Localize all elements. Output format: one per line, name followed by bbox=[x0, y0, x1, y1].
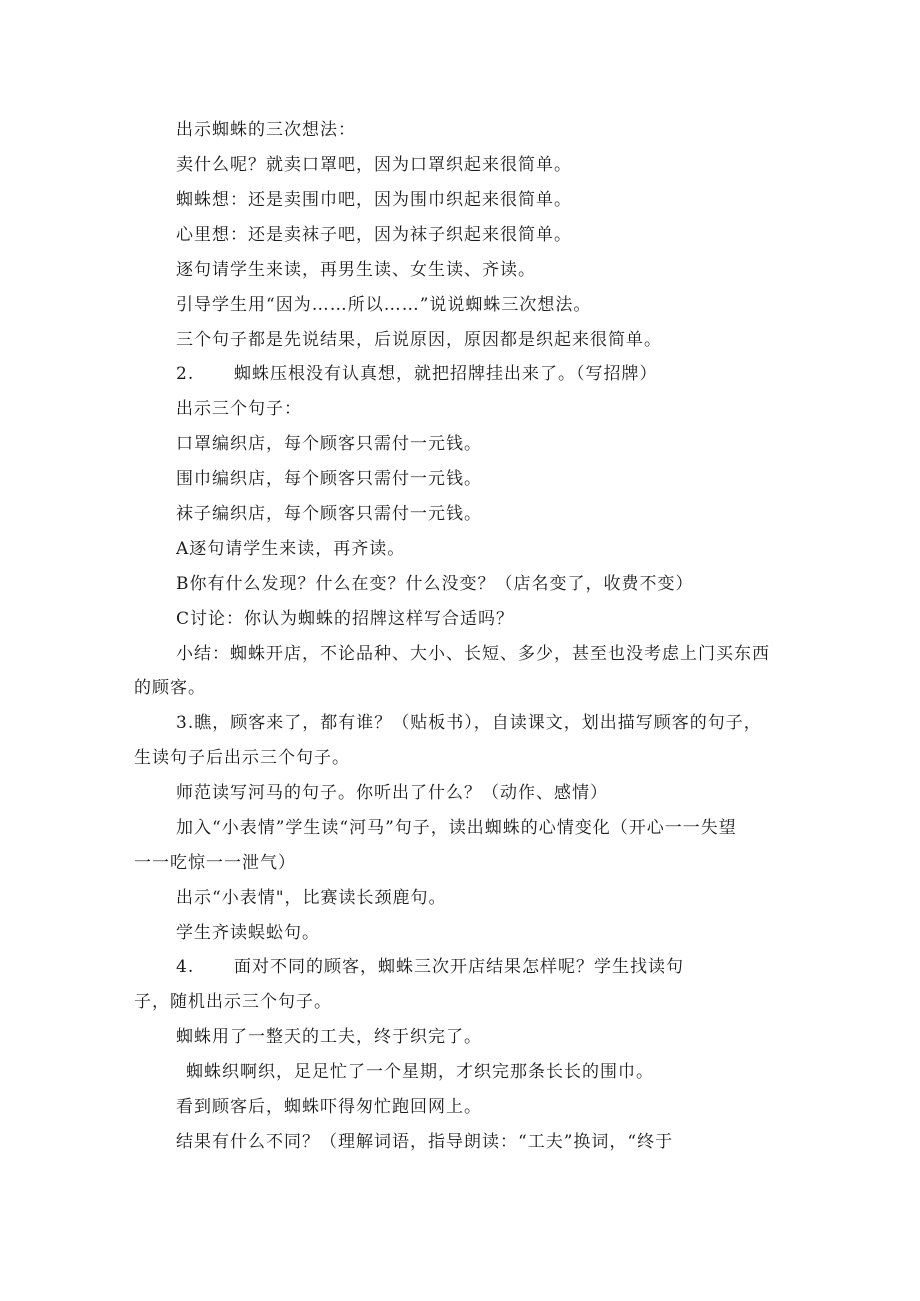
text-line: 出示“小表情"，比赛读长颈鹿句。 bbox=[176, 888, 447, 908]
item-number: 2. bbox=[176, 364, 195, 384]
numbered-item bbox=[176, 363, 658, 385]
numbered-item bbox=[176, 956, 684, 978]
text-line: 小结：蜘蛛开店，不论品种、大小、长短、多少，甚至也没考虑上门买东西 bbox=[176, 644, 770, 664]
item-number: 4. bbox=[176, 957, 195, 977]
text-line: 学生齐读蜈蚣句。 bbox=[176, 923, 320, 943]
text-line: 蜘蛛想：还是卖围巾吧，因为围巾织起来很简单。 bbox=[176, 190, 572, 210]
item-text: 蜘蛛压根没有认真想，就把招牌挂出来了。（写招牌） bbox=[234, 364, 658, 384]
text-line: 三个句子都是先说结果，后说原因，原因都是织起来很简单。 bbox=[176, 330, 662, 350]
text-line: 出示蜘蛛的三次想法： bbox=[176, 120, 356, 140]
text-line: 围巾编织店，每个顾客只需付一元钱。 bbox=[176, 469, 482, 489]
text-line: 卖什么呢？就卖口罩吧，因为口罩织起来很简单。 bbox=[176, 155, 572, 175]
text-line: B你有什么发现？什么在变？什么没变？（店名变了，收费不变） bbox=[176, 574, 694, 594]
text-line: 出示三个句子： bbox=[176, 399, 302, 419]
text-line: 子，随机出示三个句子。 bbox=[134, 992, 332, 1012]
text-line: 心里想：还是卖袜子吧，因为袜子织起来很简单。 bbox=[176, 225, 572, 245]
text-line: 蜘蛛织啊织，足足忙了一个星期，才织完那条长长的围巾。 bbox=[186, 1062, 654, 1082]
text-line: 师范读写河马的句子。你听出了什么？（动作、感情） bbox=[176, 783, 608, 803]
text-line: 引导学生用“因为……所以……”说说蜘蛛三次想法。 bbox=[176, 295, 592, 315]
text-line: C讨论：你认为蜘蛛的招牌这样写合适吗？ bbox=[176, 609, 515, 629]
text-line: 看到顾客后，蜘蛛吓得匆忙跑回网上。 bbox=[176, 1097, 482, 1117]
text-line: 加入“小表情”学生读“河马”句子，读出蜘蛛的心情变化（开心一一失望 bbox=[176, 818, 737, 838]
text-line: A逐句请学生来读，再齐读。 bbox=[176, 539, 406, 559]
text-line: 袜子编织店，每个顾客只需付一元钱。 bbox=[176, 504, 482, 524]
text-line: 口罩编织店，每个顾客只需付一元钱。 bbox=[176, 434, 482, 454]
text-line: 的顾客。 bbox=[134, 678, 206, 698]
item-text: 面对不同的顾客，蜘蛛三次开店结果怎样呢？学生找读句 bbox=[234, 957, 684, 977]
text-line: 3.瞧，顾客来了，都有谁？（贴板书），自读课文，划出描写顾客的句子， bbox=[176, 713, 762, 733]
text-line: 结果有什么不同？（理解词语，指导朗读：“工夫”换词，“终于 bbox=[176, 1132, 674, 1152]
text-line: 蜘蛛用了一整天的工夫，终于织完了。 bbox=[176, 1027, 482, 1047]
text-line: 逐句请学生来读，再男生读、女生读、齐读。 bbox=[176, 260, 536, 280]
text-line: 一一吃惊一一泄气） bbox=[134, 853, 296, 873]
text-line: 生读句子后出示三个句子。 bbox=[134, 748, 350, 768]
